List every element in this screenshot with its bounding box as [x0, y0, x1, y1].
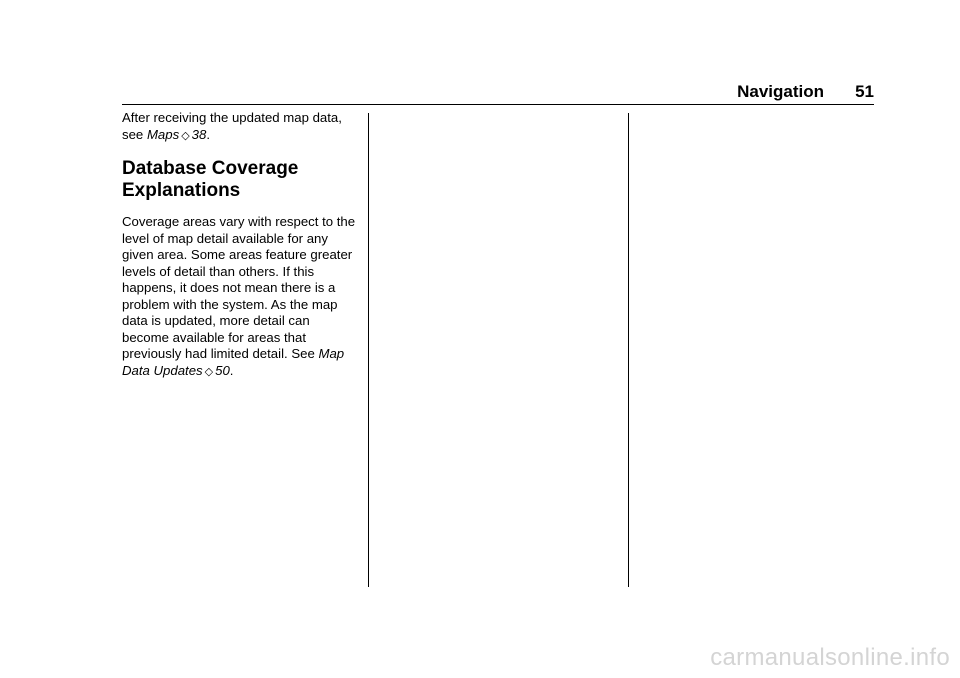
text-column-1 [122, 110, 358, 380]
coverage-end: . [229, 362, 234, 378]
page-header [122, 82, 874, 105]
section-title: Navigation [737, 82, 824, 101]
map-data-updates-page-ref: 50 [215, 362, 230, 378]
maps-link-label: Maps [146, 126, 180, 142]
page-number: 51 [855, 82, 874, 101]
maps-cross-reference[interactable] [147, 127, 206, 142]
cross-reference-icon: ◇ [204, 365, 214, 378]
column-divider-left [368, 113, 369, 587]
intro-text: After receiving the updated map data, see [122, 110, 342, 142]
maps-page-ref: 38 [191, 126, 207, 142]
watermark: carmanualsonline.info [710, 644, 950, 671]
section-heading: Database Coverage Explanations [122, 158, 299, 201]
intro-paragraph [122, 110, 358, 144]
cross-reference-icon: ◇ [181, 129, 190, 142]
coverage-text: Coverage areas vary with respect to the level of map detail available for any given area. Some areas feature greater levels of detail than others. If this happens, it does not mean there is a problem with the system. As the map data is updated, more detail can become available for areas that previously had limited detail. See [122, 214, 356, 361]
column-divider-right [628, 113, 629, 587]
coverage-paragraph [122, 214, 358, 380]
map-data-updates-link-label: Map Data Updates [122, 346, 345, 378]
intro-end: . [206, 126, 210, 142]
